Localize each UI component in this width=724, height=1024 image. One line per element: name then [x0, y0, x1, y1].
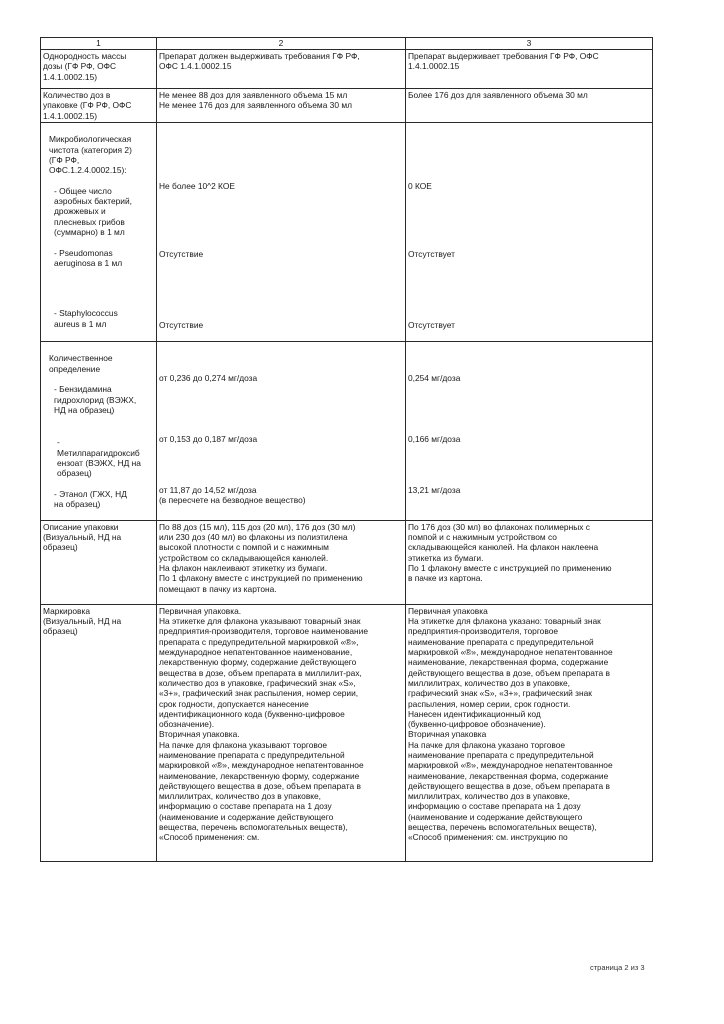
column-1-header: 1 — [41, 38, 157, 50]
assay-methylparaben-label: - Метилпарагидроксиб ензоат (ВЭЖХ, НД на образец) — [57, 437, 141, 479]
table-row-microbiology — [41, 123, 653, 342]
table-header-row — [41, 38, 653, 50]
param-cell: Маркировка (Визуальный, НД на образец) — [41, 604, 157, 861]
micro-pseudomonas-requirement: Отсутствие — [159, 248, 204, 259]
micro-pseudomonas-label: - Pseudomonas aeruginosa в 1 мл — [54, 247, 123, 268]
micro-staphylococcus-requirement: Отсутствие — [159, 320, 204, 331]
assay-benzydamine-label: - Бензидамина гидрохлорид (ВЭЖХ, НД на образец) — [54, 384, 137, 415]
micro-total-label: - Общее число аэробных бактерий, дрожжевых и плесневых грибов (суммарно) в 1 мл — [54, 185, 132, 237]
column-3-header: 3 — [406, 38, 653, 50]
micro-total-requirement: Не более 10^2 КОЕ — [159, 181, 235, 192]
result-cell: Более 176 доз для заявленного объема 30 мл — [406, 89, 653, 123]
param-cell: Количество доз в упаковке (ГФ РФ, ОФС 1.4.1.0002.15) — [41, 89, 157, 123]
result-cell — [406, 342, 653, 521]
assay-title: Количественное определение — [49, 353, 113, 374]
assay-ethanol-result: 13,21 мг/доза — [408, 484, 461, 495]
table-row-dose-mass — [41, 50, 653, 89]
result-cell: По 176 доз (30 мл) во флаконах полимерных с помпой и с нажимным устройством со складывающейся канюлей. На флакон наклеена этикетка из бумаги. По 1 флакону вместе с инструкцией по применению в пачке из картона. — [406, 520, 653, 604]
param-cell: Однородность массы дозы (ГФ РФ, ОФС 1.4.1.0002.15) — [41, 50, 157, 89]
table-row-packaging — [41, 520, 653, 604]
assay-ethanol-requirement: от 11,87 до 14,52 мг/доза (в пересчете на безводное вещество) — [159, 484, 306, 505]
requirement-cell — [157, 123, 406, 342]
result-cell: Первичная упаковка На этикетке для флакона указано: товарный знак предприятия-производителя, торговое наименование препарата с предупредительной маркировкой «®», международное непатентованное наименование, лекарственная форма, содержание действующего вещества в дозе, объем препарата в миллилитрах, количество доз в упаковке, графический знак «S», «3+», графический знак распыления, номер серии, срок годности. Нанесен идентификационный код (буквенно-цифровое обозначение). Вторичная упаковка На пачке для флакона указано торговое наименование препарата с предупредительной маркировкой «®», международное непатентованное наименование, лекарственная форма, содержание действующего вещества в дозе, объем препарата в миллилитрах, количество доз в упаковке, информацию о составе препарата на 1 дозу (наименование и содержание действующего вещества, перечень вспомогательных веществ), «Способ применения: см. инструкцию по — [406, 604, 653, 861]
micro-staphylococcus-label: - Staphylococcus aureus в 1 мл — [54, 308, 118, 329]
table-row-assay — [41, 342, 653, 521]
micro-staphylococcus-result: Отсутствует — [408, 320, 455, 331]
requirement-cell: Препарат должен выдерживать требования ГФ РФ, ОФС 1.4.1.0002.15 — [157, 50, 406, 89]
param-cell — [41, 123, 157, 342]
result-cell — [406, 123, 653, 342]
param-cell: Описание упаковки (Визуальный, НД на образец) — [41, 520, 157, 604]
requirement-cell: Первичная упаковка. На этикетке для флакона указывают товарный знак предприятия-производителя, торговое наименование препарата с предупредительной маркировкой «®», международное непатентованное наименование, лекарственную форму, содержание действующего вещества в дозе, объем препарата в миллилит-рах, количество доз в упаковке, графический знак «S», «3+», графический знак распыления, номер серии, срок годности, допускается нанесение идентификационного кода (буквенно-цифровое обозначение). Вторичная упаковка. На пачке для флакона указывают торговое наименование препарата с предупредительной маркировкой «®», международное непатентованное наименование, лекарственную форму, содержание действующего вещества в дозе, объем препарата в миллилитрах, количество доз в упаковке, информацию о составе препарата на 1 дозу (наименование и содержание действующего вещества, перечень вспомогательных веществ), «Способ применения: см. — [157, 604, 406, 861]
param-cell — [41, 342, 157, 521]
result-cell: Препарат выдерживает требования ГФ РФ, ОФС 1.4.1.0002.15 — [406, 50, 653, 89]
requirement-cell: Не менее 88 доз для заявленного объема 15 мл Не менее 176 доз для заявленного объема 30 мл — [157, 89, 406, 123]
micro-title: Микробиологическая чистота (категория 2) (ГФ РФ, ОФС.1.2.4.0002.15): — [49, 134, 132, 176]
page-number: страница 2 из 3 — [590, 963, 645, 972]
specification-table — [40, 37, 653, 862]
requirement-cell: По 88 доз (15 мл), 115 доз (20 мл), 176 доз (30 мл) или 230 доз (40 мл) во флаконы из полиэтилена высокой плотности с помпой и с нажимным устройством со складывающейся канюлей. На флакон наклеивают этикетку из бумаги. По 1 флакону вместе с инструкцией по применению помещают в пачку из картона. — [157, 520, 406, 604]
table-row-dose-count — [41, 89, 653, 123]
micro-pseudomonas-result: Отсутствует — [408, 248, 455, 259]
assay-methylparaben-requirement: от 0,153 до 0,187 мг/доза — [159, 433, 258, 444]
assay-ethanol-label: - Этанол (ГЖХ, НД на образец) — [54, 488, 127, 510]
micro-total-result: 0 КОЕ — [408, 181, 432, 192]
column-2-header: 2 — [157, 38, 406, 50]
assay-benzydamine-result: 0,254 мг/доза — [408, 373, 461, 384]
table-row-marking — [41, 604, 653, 861]
assay-benzydamine-requirement: от 0,236 до 0,274 мг/доза — [159, 373, 258, 384]
requirement-cell — [157, 342, 406, 521]
assay-methylparaben-result: 0,166 мг/доза — [408, 433, 461, 444]
